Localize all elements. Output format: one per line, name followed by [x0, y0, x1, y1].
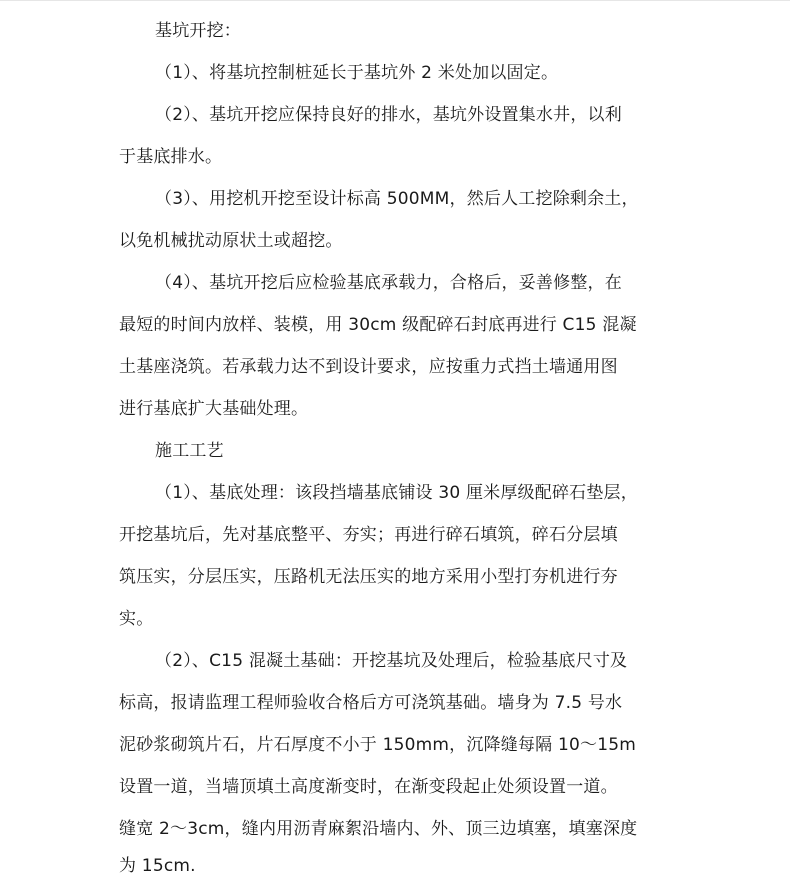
paragraph-line: 土基座浇筑。若承载力达不到设计要求，应按重力式挡土墙通用图 — [119, 357, 618, 377]
paragraph-line: 筑压实，分层压实，压路机无法压实的地方采用小型打夯机进行夯 — [119, 567, 618, 587]
paragraph-line: （3）、用挖机开挖至设计标高 500MM，然后人工挖除剩余土， — [155, 189, 639, 209]
paragraph-line: （2）、基坑开挖应保持良好的排水，基坑外设置集水井，以利 — [155, 105, 622, 125]
paragraph-line: 泥砂浆砌筑片石，片石厚度不小于 150mm，沉降缝每隔 10～15m — [119, 735, 636, 755]
paragraph-line: 为 15cm. — [119, 856, 196, 876]
paragraph-line: 最短的时间内放样、装模，用 30cm 级配碎石封底再进行 C15 混凝 — [119, 315, 637, 335]
heading-construction-process: 施工工艺 — [155, 441, 224, 461]
paragraph-line: （1）、基底处理：该段挡墙基底铺设 30 厘米厚级配碎石垫层， — [155, 483, 638, 503]
paragraph-line: 于基底排水。 — [119, 147, 223, 167]
paragraph-line: 实。 — [119, 609, 154, 629]
paragraph-line: （4）、基坑开挖后应检验基底承载力，合格后，妥善修整，在 — [155, 273, 622, 293]
paragraph-line: 进行基底扩大基础处理。 — [119, 399, 309, 419]
paragraph-line: （1）、将基坑控制桩延长于基坑外 2 米处加以固定。 — [155, 63, 559, 83]
paragraph-line: （2）、C15 混凝土基础：开挖基坑及处理后，检验基底尺寸及 — [155, 651, 628, 671]
heading-excavation: 基坑开挖： — [155, 21, 241, 41]
paragraph-line: 开挖基坑后，先对基底整平、夯实；再进行碎石填筑，碎石分层填 — [119, 525, 618, 545]
paragraph-line: 设置一道，当墙顶填土高度渐变时，在渐变段起止处须设置一道。 — [119, 777, 618, 797]
paragraph-line: 标高，报请监理工程师验收合格后方可浇筑基础。墙身为 7.5 号水 — [119, 693, 623, 713]
paragraph-line: 缝宽 2～3cm，缝内用沥青麻絮沿墙内、外、顶三边填塞，填塞深度 — [119, 819, 638, 839]
paragraph-line: 以免机械扰动原状土或超挖。 — [119, 231, 343, 251]
